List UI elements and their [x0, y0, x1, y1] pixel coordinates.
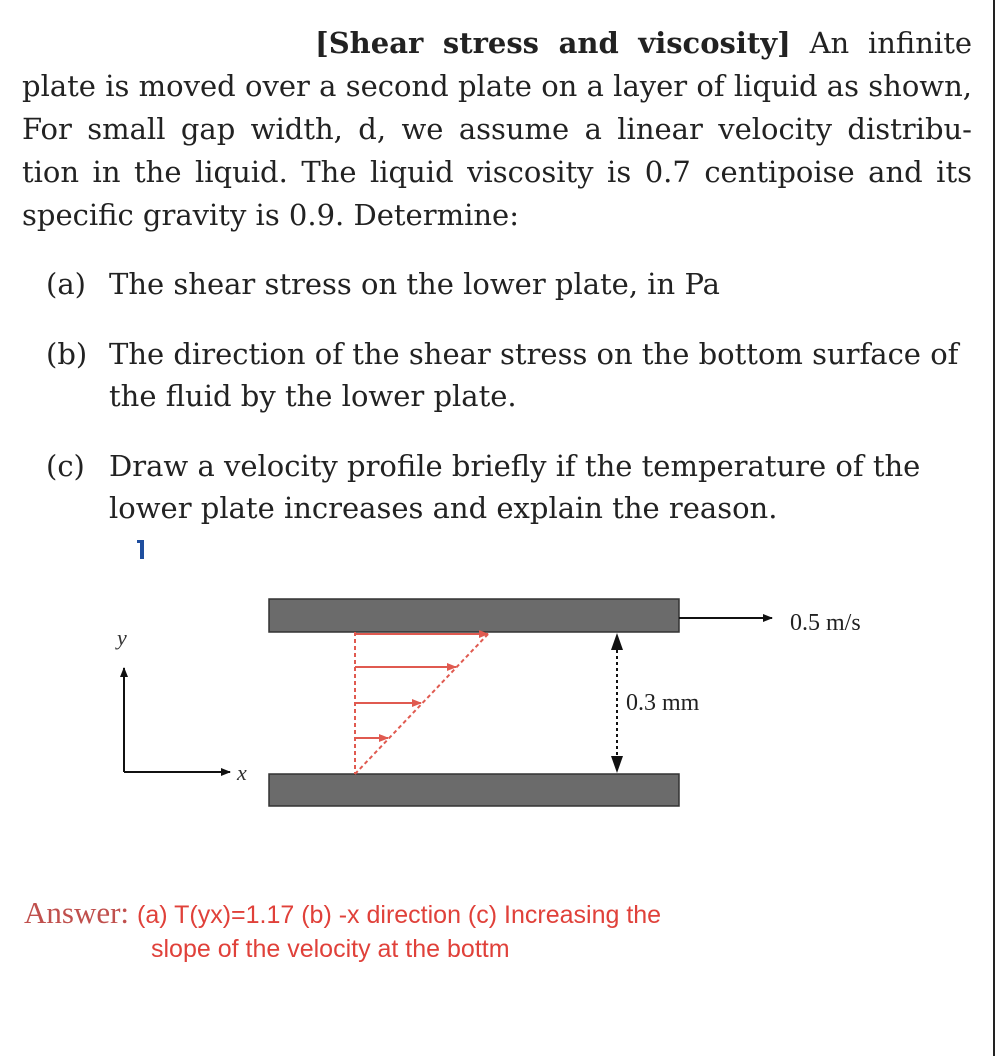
answer-line-2: slope of the velocity at the bottm	[151, 935, 510, 963]
answer-block	[24, 895, 784, 966]
upper-plate	[269, 599, 679, 632]
velocity-profile	[355, 632, 490, 774]
part-a	[46, 263, 720, 305]
problem-line-2: plate is moved over a second plate on a layer of liquid as shown,	[22, 69, 972, 103]
problem-line-3: For small gap width, d, we assume a linear velocity distribu-	[22, 112, 972, 146]
problem-statement	[22, 22, 972, 237]
y-axis-label: y	[117, 625, 127, 650]
problem-line-5: specific gravity is 0.9. Determine:	[22, 198, 519, 232]
gap-label: 0.3 mm	[626, 690, 700, 716]
part-c	[46, 445, 920, 529]
gap-arrow-up-icon	[611, 633, 623, 650]
problem-line-4: tion in the liquid. The liquid viscosity is 0.7 centipoise and its	[22, 155, 972, 189]
part-a-label: (a)	[46, 267, 86, 301]
part-c-text-2: lower plate increases and explain the reason.	[109, 491, 778, 525]
part-b-text-2: the fluid by the lower plate.	[109, 379, 517, 413]
answer-line-1: (a) T(yx)=1.17 (b) -x direction (c) Increasing the	[137, 901, 662, 929]
part-b-text-1: The direction of the shear stress on the bottom surface of	[109, 337, 959, 371]
x-axis-label: x	[237, 760, 247, 785]
velocity-label: 0.5 m/s	[790, 610, 861, 636]
gap-dimension	[611, 633, 700, 773]
part-c-label: (c)	[46, 449, 85, 483]
problem-title: [Shear stress and viscosity]	[315, 26, 791, 60]
problem-line-1: An infinite	[809, 26, 973, 60]
axes	[115, 625, 247, 785]
text-cursor-icon	[140, 540, 144, 559]
lower-plate	[269, 774, 679, 806]
part-b-label: (b)	[46, 337, 88, 371]
part-a-text: The shear stress on the lower plate, in Pa	[109, 267, 720, 301]
part-b	[46, 333, 958, 417]
page-edge-line	[993, 0, 995, 1056]
part-c-text-1: Draw a velocity profile briefly if the temperature of the	[109, 449, 921, 483]
gap-arrow-down-icon	[611, 756, 623, 773]
answer-label: Answer:	[24, 895, 130, 930]
plates-figure	[0, 560, 1004, 820]
